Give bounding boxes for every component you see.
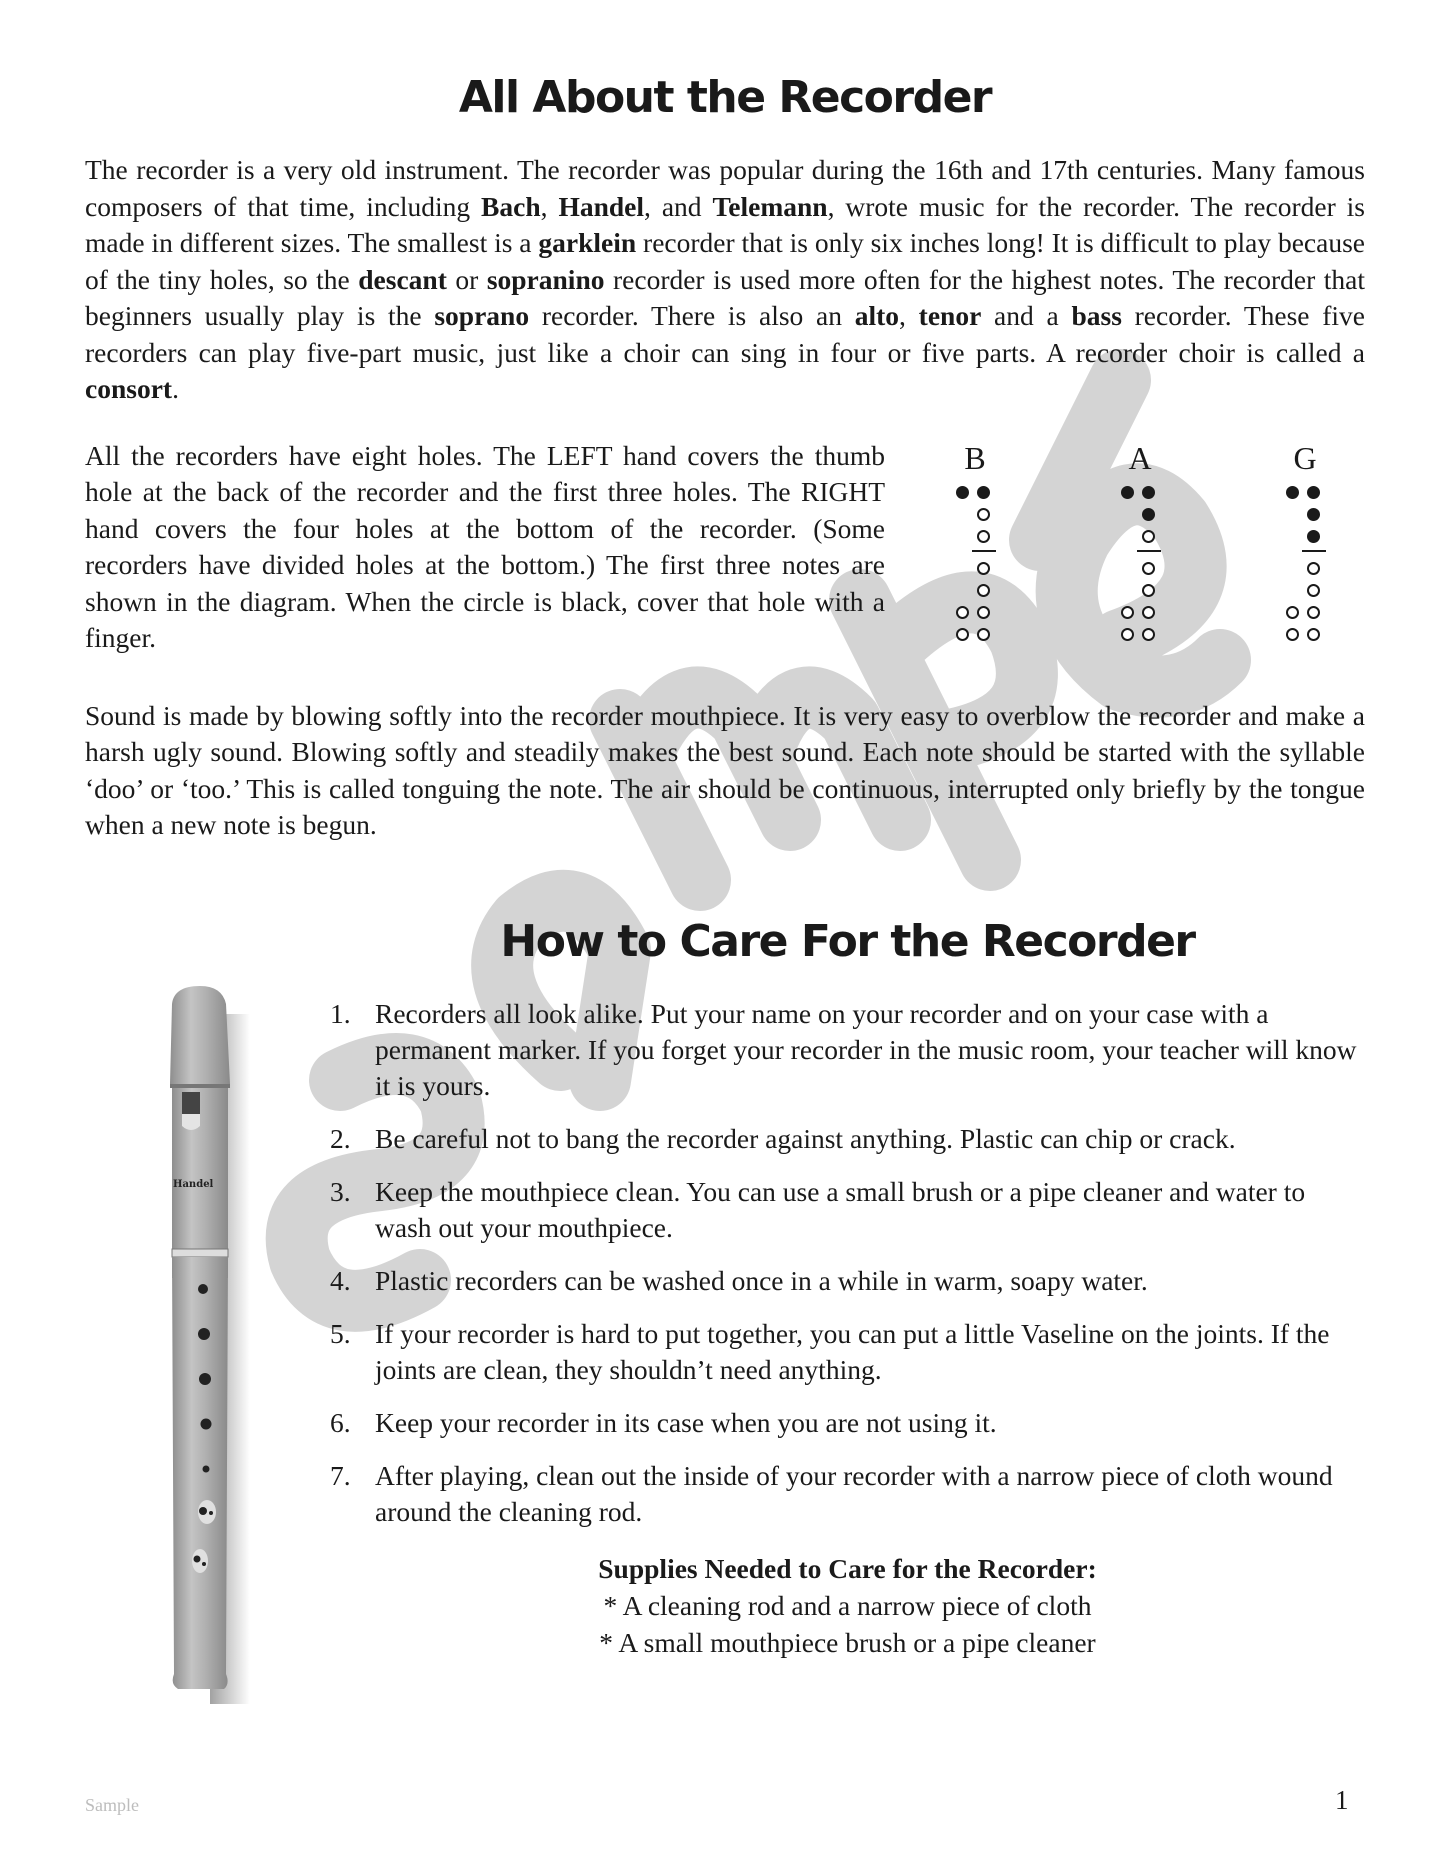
recorder-hole <box>198 1328 210 1340</box>
care-column <box>330 914 1365 1661</box>
hole-open-icon <box>977 508 990 521</box>
bold-term: Telemann <box>712 190 828 222</box>
recorder-hole <box>201 1418 212 1429</box>
intro-paragraph <box>85 152 1365 408</box>
care-item: 7. After playing, clean out the inside of your recorder with a narrow piece of cloth wound around the cleaning rod. <box>330 1459 1333 1527</box>
hole-open-icon <box>1142 530 1155 543</box>
hole-open-icon <box>1121 628 1134 641</box>
holes-row <box>85 438 1365 668</box>
hole-open-icon <box>1142 584 1155 597</box>
fingering-chart <box>925 438 1365 668</box>
fingering-note-a <box>1090 438 1190 668</box>
hand-divider <box>1302 550 1326 552</box>
care-item: 1. Recorders all look alike. Put your name on your recorder and on your case with a permanent marker. If you forget your recorder in the music room, your teacher will know it is yours. <box>330 997 1357 1101</box>
holes-paragraph: All the recorders have eight holes. The LEFT hand covers the thumb hole at the back of the recorder and the first three holes. The RIGHT hand covers the four holes at the bottom of the recorder. (Some recorders have divided holes at the bottom.) The first three notes are shown in the diagram. When the circle is black, cover that hole with a finger. <box>85 439 885 653</box>
recorder-image <box>160 984 300 1714</box>
recorder-hole <box>194 1555 201 1562</box>
care-section <box>85 914 1365 1714</box>
care-item: 6. Keep your recorder in its case when you are not using it. <box>330 1406 997 1438</box>
hole-open-icon <box>977 606 990 619</box>
supplies-item: * A small mouthpiece brush or a pipe cleaner <box>599 1626 1096 1658</box>
hole-open-icon <box>977 530 990 543</box>
recorder-joint-ring <box>172 1249 228 1257</box>
care-list <box>330 996 1365 1530</box>
hole-open-icon <box>1307 606 1320 619</box>
section-title-about: All About the Recorder <box>458 72 992 123</box>
text-run: . <box>172 373 179 404</box>
hole-open-icon <box>1286 606 1299 619</box>
text-run: , wrote music for the recorder. The recorder is made in different sizes. The smallest is a <box>85 190 1366 258</box>
hole-open-icon <box>977 628 990 641</box>
section-title-care: How to Care For the Recorder <box>500 915 1195 967</box>
fingering-note-g <box>1255 438 1355 668</box>
text-run: , <box>540 190 559 222</box>
hand-divider <box>972 550 996 552</box>
text-run: or <box>446 263 487 295</box>
sound-paragraph: Sound is made by blowing softly into the recorder mouthpiece. It is very easy to overblow the recorder and make a harsh ugly sound. Blowing softly and steadily makes the best sound. Each note should be started with the syllable ‘doo’ or ‘too.’ This is called tonguing the note. The air should be continuous, interrupted only briefly by the tongue when a new note is begun. <box>85 699 1365 840</box>
hole-open-icon <box>1142 628 1155 641</box>
recorder-hole <box>203 1465 210 1472</box>
hole-closed-icon <box>1142 508 1155 521</box>
thumb-hole-closed-icon <box>1121 486 1134 499</box>
hole-closed-icon <box>1307 530 1320 543</box>
hole-closed-icon <box>1307 508 1320 521</box>
text-run: recorder. These five recorders can play five-part music, just like a choir can sing in four or five parts. A recorder choir is called a <box>85 300 1366 368</box>
note-label: B <box>964 439 986 476</box>
hole-open-icon <box>1142 562 1155 575</box>
thumb-hole-closed-icon <box>956 486 969 499</box>
care-item: 2. Be careful not to bang the recorder against anything. Plastic can chip or crack. <box>330 1122 1236 1154</box>
bold-term: consort <box>85 373 173 404</box>
watermark-word: Sample <box>85 1795 139 1815</box>
bold-term: descant <box>358 263 447 295</box>
text-run: , and <box>644 190 713 222</box>
text-run: , <box>899 300 919 331</box>
care-item: 4. Plastic recorders can be washed once in a while in warm, soapy water. <box>330 1264 1148 1296</box>
hole-open-icon <box>1307 584 1320 597</box>
text-run: recorder. There is also an <box>529 300 855 331</box>
supplies-item: * A cleaning rod and a narrow piece of cloth <box>603 1589 1092 1621</box>
text-run: The recorder is a very old instrument. The recorder was popular during the 16th and 17th centuries. Many famous composers of that time, including <box>85 154 1365 222</box>
hole-open-icon <box>1286 628 1299 641</box>
hole-open-icon <box>1307 562 1320 575</box>
bold-term: garklein <box>538 227 637 258</box>
supplies-heading: Supplies Needed to Care for the Recorder: <box>598 1552 1097 1584</box>
care-item: 3. Keep the mouthpiece clean. You can use a small brush or a pipe cleaner and water to wash out your mouthpiece. <box>330 1175 1306 1243</box>
hole-open-icon <box>956 606 969 619</box>
hole-open-icon <box>1307 628 1320 641</box>
recorder-hole <box>199 1373 211 1385</box>
recorder-hole <box>199 1507 207 1515</box>
hole-open-icon <box>956 628 969 641</box>
note-label: A <box>1128 439 1152 476</box>
hand-divider <box>1137 550 1161 552</box>
bold-term: sopranino <box>486 263 605 295</box>
hole-open-icon <box>977 584 990 597</box>
note-label: G <box>1293 439 1317 476</box>
bold-term: tenor <box>918 300 982 331</box>
supplies-box <box>548 1550 1148 1661</box>
text-run: recorder that is only six inches long! It is difficult to play because of the tiny holes, so the <box>85 227 1365 295</box>
hole-closed-icon <box>1142 486 1155 499</box>
recorder-window <box>182 1092 200 1114</box>
text-run: recorder is used more often for the highest notes. The recorder that beginners usually play is the <box>85 263 1365 331</box>
hole-closed-icon <box>977 486 990 499</box>
fingering-note-b <box>925 438 1025 668</box>
bold-term: Bach <box>481 190 541 222</box>
bold-term: alto <box>854 300 900 331</box>
text-run: and a <box>981 300 1072 331</box>
hole-open-icon <box>977 562 990 575</box>
hole-open-icon <box>1121 606 1134 619</box>
care-item: 5. If your recorder is hard to put together, you can put a little Vaseline on the joints. If the joints are clean, they shouldn’t need anything. <box>330 1317 1330 1385</box>
recorder-body <box>172 1257 228 1689</box>
hole-open-icon <box>1142 606 1155 619</box>
recorder-brand-label: Handel <box>173 1178 214 1190</box>
recorder-mouthpiece <box>170 986 230 1084</box>
page-number: 1 <box>1335 1785 1349 1815</box>
thumb-hole-closed-icon <box>1286 486 1299 499</box>
bold-term: Handel <box>558 190 645 222</box>
hole-closed-icon <box>1307 486 1320 499</box>
bold-term: soprano <box>434 300 530 331</box>
bold-term: bass <box>1071 300 1122 331</box>
recorder-hole <box>198 1284 208 1294</box>
